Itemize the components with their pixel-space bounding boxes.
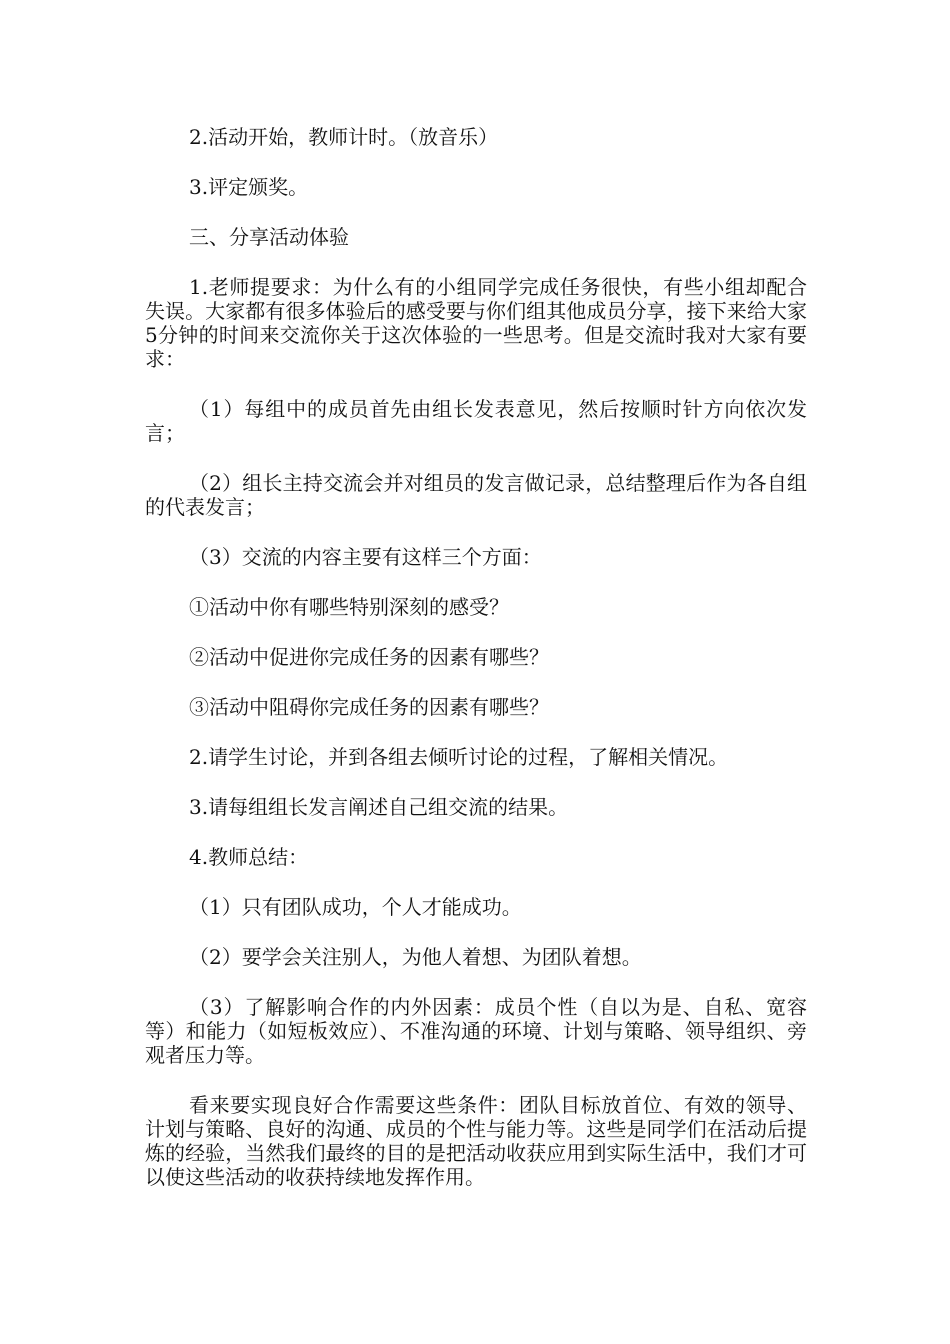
- paragraph: 2.请学生讨论，并到各组去倾听讨论的过程，了解相关情况。: [189, 745, 729, 769]
- list-item: （2）要学会关注别人，为他人着想、为团队着想。: [189, 945, 642, 969]
- paragraph: （3）交流的内容主要有这样三个方面：: [189, 545, 542, 569]
- document-body: [145, 125, 807, 1213]
- section-heading: 三、分享活动体验: [189, 225, 349, 249]
- list-item: （1）只有团队成功，个人才能成功。: [189, 895, 522, 919]
- paragraph: 3.请每组组长发言阐述自己组交流的结果。: [189, 795, 569, 819]
- paragraph: 1.老师提要求：为什么有的小组同学完成任务很快，有些小组却配合失误。大家都有很多体验后的感受要与你们组其他成员分享，接下来给大家5分钟的时间来交流你关于这次体验的一些思考。但是交流时我对大家有要求：: [145, 275, 807, 371]
- paragraph: （2）组长主持交流会并对组员的发言做记录，总结整理后作为各自组的代表发言；: [145, 471, 807, 519]
- list-item: ②活动中促进你完成任务的因素有哪些？: [189, 645, 549, 669]
- paragraph: 2.活动开始，教师计时。（放音乐）: [189, 125, 499, 149]
- paragraph: 4.教师总结：: [189, 845, 309, 869]
- paragraph: （3）了解影响合作的内外因素：成员个性（自以为是、自私、宽容等）和能力（如短板效应）、不准沟通的环境、计划与策略、领导组织、旁观者压力等。: [145, 995, 807, 1067]
- paragraph: 看来要实现良好合作需要这些条件：团队目标放首位、有效的领导、计划与策略、良好的沟通、成员的个性与能力等。这些是同学们在活动后提炼的经验，当然我们最终的目的是把活动收获应用到实际生活中，我们才可以使这些活动的收获持续地发挥作用。: [145, 1093, 807, 1189]
- list-item: ①活动中你有哪些特别深刻的感受？: [189, 595, 509, 619]
- paragraph: 3.评定颁奖。: [189, 175, 309, 199]
- paragraph: （1）每组中的成员首先由组长发表意见，然后按顺时针方向依次发言；: [145, 397, 807, 445]
- list-item: ③活动中阻碍你完成任务的因素有哪些？: [189, 695, 549, 719]
